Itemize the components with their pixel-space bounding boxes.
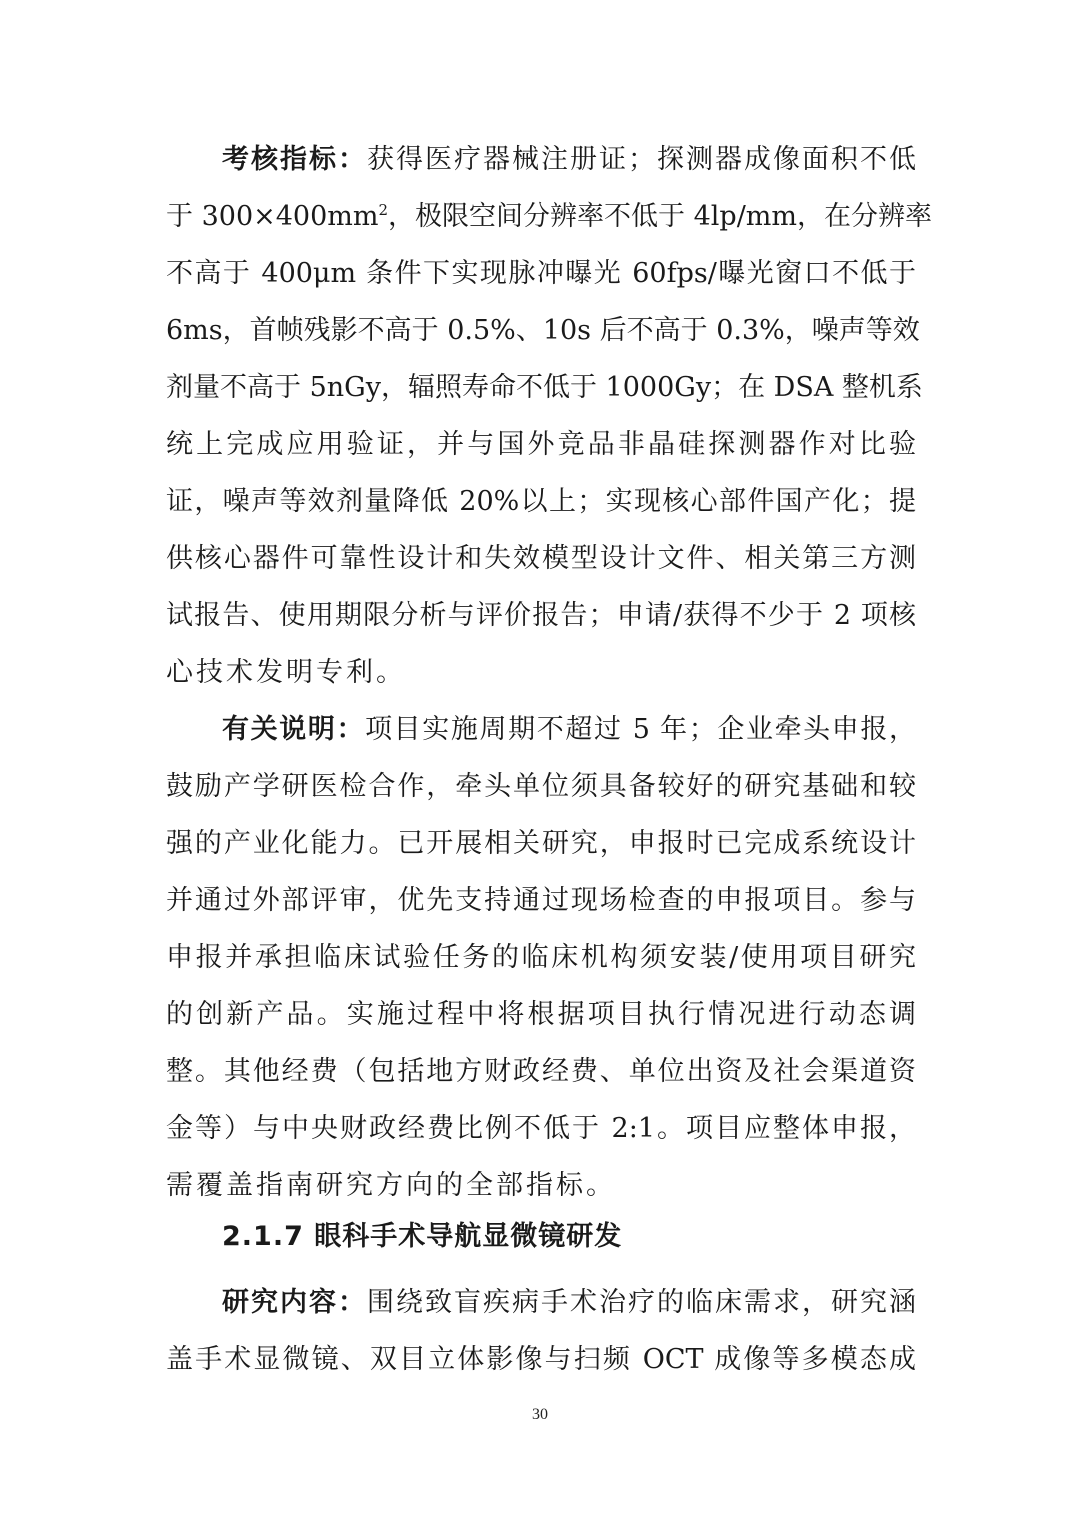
notes-text: 强的产业化能力。已开展相关研究，申报时已完成系统设计 [166,828,916,859]
research-line-2 [166,1340,916,1380]
research-line-1 [222,1283,916,1323]
assessment-text: 于 300×400mm [166,201,379,232]
assessment-line-10 [166,653,916,693]
notes-line-5 [166,938,916,978]
assessment-text: 证，噪声等效剂量降低 20%以上；实现核心部件国产化；提 [166,486,916,517]
assessment-text: 试报告、使用期限分析与评价报告；申请/获得不少于 2 项核 [166,600,916,631]
assessment-text: 统上完成应用验证，并与国外竞品非晶硅探测器作对比验 [166,429,916,460]
assessment-label: 考核指标： [222,144,367,175]
research-text: 盖手术显微镜、双目立体影像与扫频 OCT 成像等多模态成 [166,1344,916,1375]
notes-line-7 [166,1052,916,1092]
notes-line-8 [166,1109,916,1149]
notes-text: 申报并承担临床试验任务的临床机构须安装/使用项目研究 [166,942,916,973]
assessment-line-7 [166,482,916,522]
research-label: 研究内容： [222,1287,367,1318]
assessment-line-8 [166,539,916,579]
assessment-line-6 [166,425,916,465]
assessment-line-5 [166,368,923,408]
assessment-text: 不高于 400μm 条件下实现脉冲曝光 60fps/曝光窗口不低于 [166,258,916,289]
assessment-text: 心技术发明专利。 [166,657,406,688]
superscript: 2 [378,201,389,219]
notes-line-2 [166,767,916,807]
notes-line-4 [166,881,916,921]
assessment-text: 剂量不高于 5nGy，辐照寿命不低于 1000Gy；在 DSA 整机系 [166,372,923,403]
notes-text: 的创新产品。实施过程中将根据项目执行情况进行动态调 [166,999,916,1030]
notes-text: 项目实施周期不超过 5 年；企业牵头申报， [365,714,917,745]
assessment-line-9 [166,596,916,636]
notes-line-9 [166,1166,916,1206]
assessment-line-2 [166,197,933,237]
notes-text: 需覆盖指南研究方向的全部指标。 [166,1170,616,1201]
notes-line-3 [166,824,916,864]
notes-text: 并通过外部评审，优先支持通过现场检查的申报项目。参与 [166,885,916,916]
notes-text: 整。其他经费（包括地方财政经费、单位出资及社会渠道资 [166,1056,916,1087]
assessment-line-3 [166,254,916,294]
research-text: 围绕致盲疾病手术治疗的临床需求，研究涵 [367,1287,916,1318]
assessment-text: 供核心器件可靠性设计和失效模型设计文件、相关第三方测 [166,543,916,574]
page-number: 30 [532,1406,548,1423]
assessment-text: ，极限空间分辨率不低于 4lp/mm，在分辨率 [388,201,933,232]
assessment-line-4 [166,311,920,351]
section-heading: 2.1.7 眼科手术导航显微镜研发 [222,1221,623,1252]
notes-text: 鼓励产学研医检合作，牵头单位须具备较好的研究基础和较 [166,771,916,802]
assessment-text: 6ms，首帧残影不高于 0.5%、10s 后不高于 0.3%，噪声等效 [166,315,920,346]
notes-line-6 [166,995,916,1035]
assessment-line-1 [222,140,916,180]
notes-text: 金等）与中央财政经费比例不低于 2:1。项目应整体申报， [166,1113,916,1144]
assessment-text: 获得医疗器械注册证；探测器成像面积不低 [367,144,916,175]
notes-line-1 [222,710,916,750]
notes-label: 有关说明： [222,714,366,745]
